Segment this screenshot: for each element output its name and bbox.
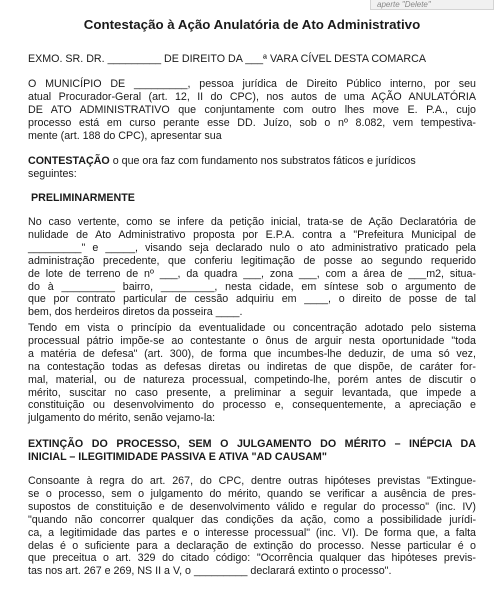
intro-line: O MUNICÍPIO DE _________, pessoa jurídica de Direito Público interno, por seu <box>28 78 476 90</box>
eventualidade-line: processual pátrio impõe-se ao contestante o ônus de arguir nesta oportunidade "toda <box>28 334 476 347</box>
eventualidade-line: mérito, suscitar no caso presente, a preliminar a seguir levantada, que impede a <box>28 386 476 399</box>
intro-line: mente (art. 188 do CPC), apresentar sua <box>28 129 222 142</box>
caso-vertente-line: que por contrato particular de cessão adquiriu em ____, o direito de posse de tal <box>28 293 476 306</box>
caso-vertente-line: _________" e _____, visando seja declarado nulo o ato administrativo praticado pela <box>28 241 476 254</box>
consoante-line: tas nos art. 267 e 269, NS II a V, o _________ declarará extinto o processo". <box>28 565 392 578</box>
caso-vertente-line: nulidade de Ato Administrativo proposta por E.P.A. contra a "Prefeitura Municipal de <box>28 228 476 241</box>
contestacao-line <box>28 155 416 167</box>
document-title: Contestação à Ação Anulatória de Ato Administrativo <box>83 17 421 32</box>
section-heading-line: EXTINÇÃO DO PROCESSO, SEM O JULGAMENTO DO MÉRITO – INÉPCIA DA <box>28 438 476 450</box>
intro-line: DE ATO ADMINISTRATIVO que conjuntamente com outro lhes move E. P.A., cujo <box>28 103 476 116</box>
delete-hint-tooltip: aperte "Delete" <box>370 0 494 10</box>
consoante-line: se o processo, sem o julgamento do mérito, quando se verificar a ausência de pres- <box>28 487 476 500</box>
preliminarmente-heading: PRELIMINARMENTE <box>31 192 135 204</box>
intro-line: processo está em curso perante esse DD. Juízo, sob o nº 8.082, vem tempestiva- <box>28 116 476 129</box>
eventualidade-line: a matéria de defesa" (art. 300), de forma que incumbes-lhe deduzir, de uma só vez, <box>28 347 476 360</box>
consoante-line: delas é o suficiente para a declaração de extinção do processo. Nesse particular é o <box>28 539 476 552</box>
addressee-line: EXMO. SR. DR. _________ DE DIREITO DA ___ª VARA CÍVEL DESTA COMARCA <box>28 53 426 65</box>
consoante-line: "quando não concorrer qualquer das condições da ação, como a possibilidade jurídi- <box>28 513 476 526</box>
consoante-line: Consoante à regra do art. 267, do CPC, dentre outras hipóteses previstas "Extingue- <box>28 475 476 487</box>
eventualidade-line: constituição ou desenvolvimento do processo e, consequentemente, a apreciação e <box>28 399 476 412</box>
contestacao-text: o que ora faz com fundamento nos substratos fáticos e jurídicos <box>109 155 416 167</box>
caso-vertente-line: de lote de terreno de nº ___, da quadra ___, zona ___, com a área de ___m2, situa- <box>28 267 476 280</box>
caso-vertente-line: bem, dos herdeiros diretos da posseira ____. <box>28 306 243 319</box>
eventualidade-line: na contestação todas as defesas diretas ou indiretas de que dispõe, de caráter for- <box>28 360 476 373</box>
eventualidade-line: mal, material, ou de natureza processual, competindo-lhe, porém antes de discutir o <box>28 373 476 386</box>
consoante-line: que preceitua o art. 329 do citado código: "Ocorrência qualquer das hipóteses previs- <box>28 552 476 565</box>
cut-off-next-line <box>28 595 476 600</box>
contestacao-keyword: CONTESTAÇÃO <box>28 155 110 167</box>
section-heading-line: INICIAL – ILEGITIMIDADE PASSIVA E ATIVA "AD CAUSAM" <box>28 450 327 463</box>
consoante-line: supostos de constituição e de desenvolvimento válido e regular do processo" (inc. IV) <box>28 500 476 513</box>
caso-vertente-line: do à _________ bairro, _________, nesta cidade, em síntese sob o argumento de <box>28 280 476 293</box>
caso-vertente-line: administração precedente, que conferiu legitimação de posse ao segundo requerido <box>28 254 476 267</box>
eventualidade-line: julgamento do mérito, senão vejamo-la: <box>28 412 216 425</box>
contestacao-line-2: seguintes: <box>28 168 77 180</box>
intro-line: atual Procurador-Geral (art. 12, II do CPC), nos autos de uma AÇÃO ANULATÓRIA <box>28 90 476 103</box>
consoante-line: ca, a legitimidade das partes e o interesse processual" (inc. VI). De forma que, a falta <box>28 526 476 539</box>
eventualidade-line: Tendo em vista o princípio da eventualidade ou concentração adotado pelo sistema <box>28 322 476 334</box>
caso-vertente-line: No caso vertente, como se infere da petição inicial, trata-se de Ação Declaratória de <box>28 216 476 228</box>
